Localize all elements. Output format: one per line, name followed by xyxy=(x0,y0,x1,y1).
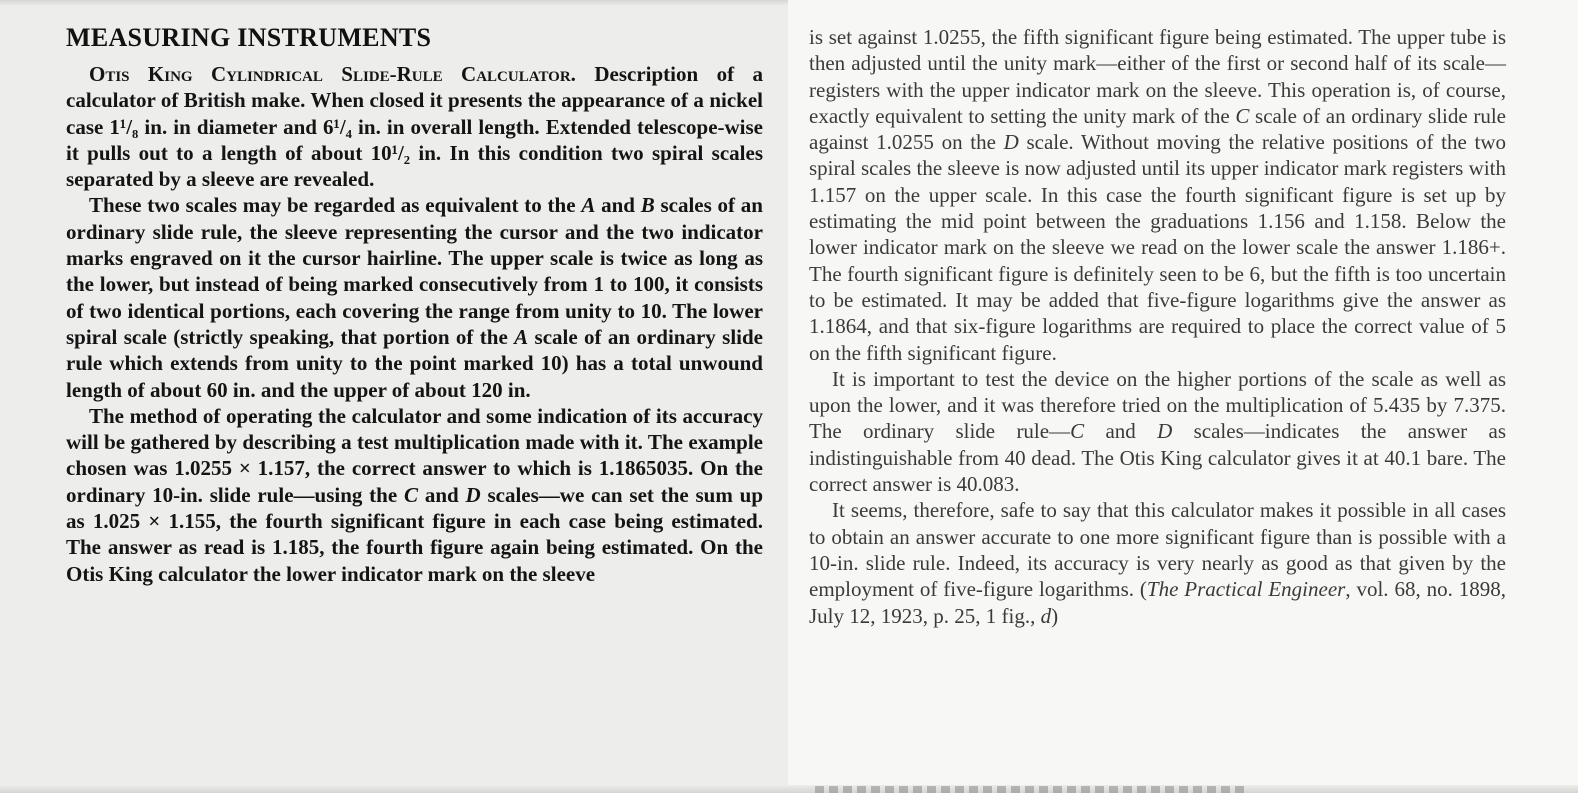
source-title: The Practical Engineer xyxy=(1146,577,1346,602)
top-scan-edge xyxy=(0,0,788,6)
scale-letter: C xyxy=(1070,419,1085,444)
paragraph-6 xyxy=(809,497,1506,628)
text-run: and xyxy=(1084,419,1158,444)
text-run: scale of an ordinary slide rule which extends from unity to the point marked 10) has a total unwound length of about 60 in. and the upper of about 120 in. xyxy=(66,324,763,402)
scale-letter: A xyxy=(514,324,529,349)
text-run: scales—we can set the sum up as 1.025 × 1.155, the fourth significant figure in each case being estimated. The answer as read is 1.185, the fourth figure again being estimated. On the Otis King calculator the lower indicator mark on the sleeve xyxy=(66,482,764,586)
scale-letter: D xyxy=(1003,130,1019,155)
section-heading: MEASURING INSTRUMENTS xyxy=(66,23,432,52)
text-run: It seems, therefore, safe to say that this calculator makes it possible in all cases to obtain an answer accurate to one more significant figure than is possible with a 10-in. slide rule. Indeed, its accuracy is very nearly as good as that given by the employment of five-figure logarithms. ( xyxy=(809,498,1506,602)
text-run: The method of operating the calculator and some indication of its accuracy will be gathered by describing a test multiplication made with it. The example chosen was 1.0255 × 1.157, the correct answer to which is 1.1865035. On the ordinary 10-in. slide rule—using the xyxy=(66,403,763,507)
article-title: Otis King Cylindrical Slide-Rule Calculator. xyxy=(89,62,576,86)
citation-code: d xyxy=(1040,603,1052,628)
scale-letter: B xyxy=(640,193,655,218)
scale-letter: D xyxy=(1157,419,1173,444)
paragraph-4 xyxy=(809,24,1506,366)
bottom-scan-edge xyxy=(0,785,1578,793)
scale-letter: D xyxy=(465,482,481,507)
paragraph-1-text: Description of a calculator of British make. When closed it presents the appearance of a nickel case 1¹/₈ in. in diameter and 6¹/₄ in. in overall length. Extended telescope-wise it pulls out to a length of about 10¹/₂ in. In this condition two spiral scales separated by a sleeve are revealed. xyxy=(66,62,763,192)
right-column xyxy=(809,24,1506,629)
paragraph-5 xyxy=(809,366,1506,497)
text-run: and xyxy=(418,482,466,507)
paragraph-2 xyxy=(66,192,763,402)
scale-letter: C xyxy=(404,482,419,507)
text-run: and xyxy=(595,193,641,218)
text-run: ) xyxy=(1051,603,1059,628)
text-run: , vol. 68, no. 1898, July 12, 1923, p. 25, 1 fig., xyxy=(809,577,1506,628)
paragraph-3 xyxy=(66,403,763,587)
paragraph-1 xyxy=(66,61,763,192)
scale-letter: C xyxy=(1235,103,1250,128)
text-run: scale of an ordinary slide rule against 1.0255 on the xyxy=(809,103,1506,155)
cut-off-next-heading xyxy=(815,786,1245,793)
text-run: These two scales may be regarded as equivalent to the xyxy=(89,193,582,218)
scale-letter: A xyxy=(581,193,596,218)
text-run: scales of an ordinary slide rule, the sleeve representing the cursor and the two indicator marks engraved on it the cursor hairline. The upper scale is twice as long as the lower, but instead of being marked consecutively from 1 to 100, it consists of two identical portions, each covering the range from unity to 10. The lower spiral scale (strictly speaking, that portion of the xyxy=(66,193,763,349)
text-run: It is important to test the device on the higher portions of the scale as well as upon the lower, and it was therefore tried on the multiplication of 5.435 by 7.375. The ordinary slide rule— xyxy=(809,366,1506,444)
text-run: scale. Without moving the relative positions of the two spiral scales the sleeve is now adjusted until its upper indicator mark registers with 1.157 on the upper scale. In this case the fourth significant figure is set up by estimating the mid point between the graduations 1.156 and 1.158. Below the lower indicator mark on the sleeve we read on the lower scale the answer 1.186+. The fourth significant figure is definitely seen to be 6, but the fifth is too uncertain to be estimated. It may be added that five-figure logarithms give the answer as 1.1864, and that six-figure logarithms are required to place the correct value of 5 on the fifth significant figure. xyxy=(809,130,1506,365)
text-run: scales—indicates the answer as indistinguishable from 40 dead. The Otis King calculator gives it at 40.1 bare. The correct answer is 40.083. xyxy=(809,419,1506,497)
left-column xyxy=(66,21,763,587)
text-run: is set against 1.0255, the fifth significant figure being estimated. The upper tube is then adjusted until the unity mark—either of the first or second half of its scale—registers with the upper indicator mark on the sleeve. This operation is, of course, exactly equivalent to setting the unity mark of the xyxy=(809,25,1506,128)
